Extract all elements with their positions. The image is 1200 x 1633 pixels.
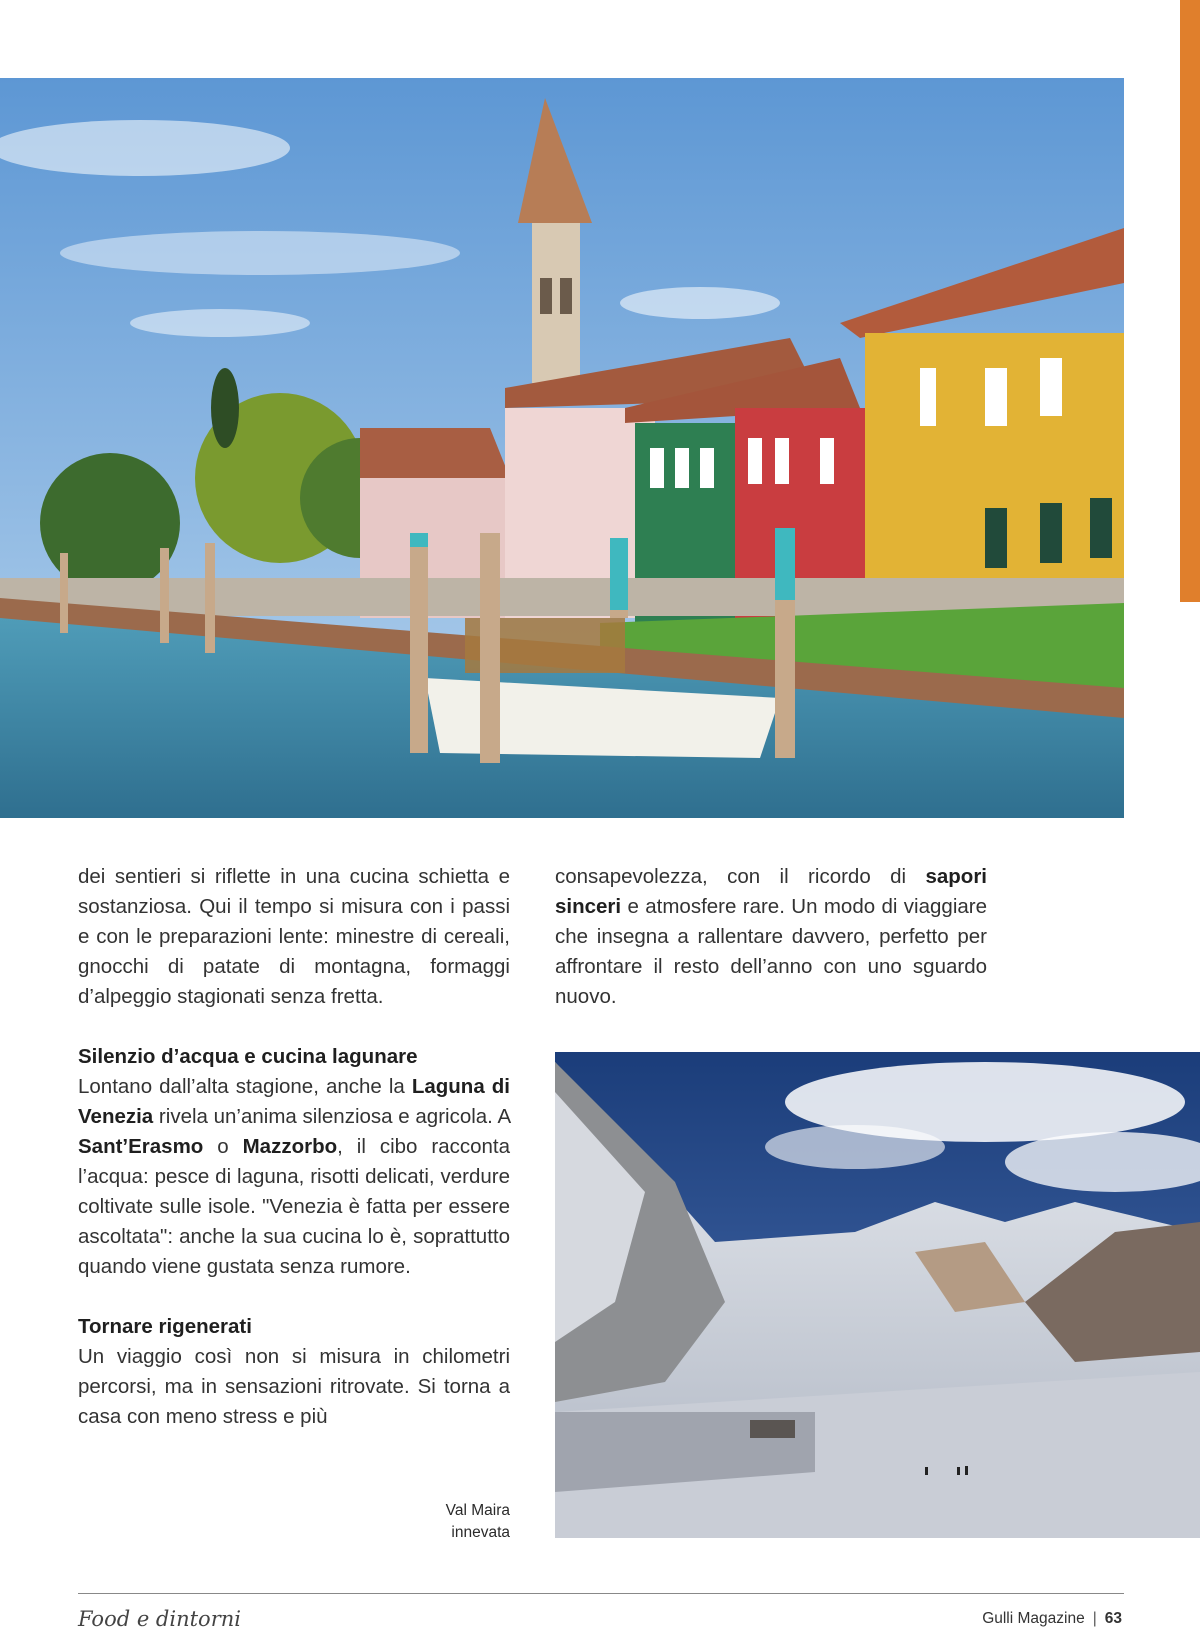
snowy-mountain-photo — [555, 1052, 1200, 1538]
caption-line-2: innevata — [451, 1524, 510, 1541]
left-column — [78, 862, 510, 1432]
accent-bar — [1180, 0, 1200, 602]
footer-separator: | — [1092, 1610, 1097, 1627]
section-paragraph-rigenerati: Un viaggio così non si misura in chilometri percorsi, ma in sensazioni ritrovate. Si torna a casa con meno stress e più — [78, 1345, 510, 1428]
photo-caption — [380, 1500, 510, 1544]
intro-paragraph: dei sentieri si riflette in una cucina schietta e sostanziosa. Qui il tempo si misura con i passi e con le preparazioni lente: minestre di cereali, gnocchi di patate di montagna, formaggi d’alpeggio stagionati senza fretta. — [78, 865, 510, 1008]
footer-page-info — [982, 1610, 1122, 1628]
footer-magazine-name: Gulli Magazine — [982, 1610, 1085, 1627]
continuation-paragraph: consapevolezza, con il ricordo di sapori sinceri e atmosfere rare. Un modo di viaggiare che insegna a rallentare davvero, perfetto per affrontare il resto dell’anno con uno sguardo nuovo. — [555, 865, 987, 1008]
caption-line-1: Val Maira — [445, 1502, 510, 1519]
footer-section-name: Food e dintorni — [78, 1607, 241, 1631]
section-heading-laguna: Silenzio d’acqua e cucina lagunare — [78, 1045, 418, 1068]
section-paragraph-laguna: Lontano dall’alta stagione, anche la Laguna di Venezia rivela un’anima silenziosa e agricola. A Sant’Erasmo o Mazzorbo, il cibo racconta l’acqua: pesce di laguna, risotti delicati, verdure coltivate sulle isole. "Venezia è fatta per essere ascoltata": anche la sua cucina lo è, soprattutto quando viene gustata senza rumore. — [78, 1075, 510, 1278]
section-heading-rigenerati: Tornare rigenerati — [78, 1315, 252, 1338]
venice-lagoon-photo — [0, 78, 1124, 818]
footer-divider — [78, 1593, 1124, 1594]
right-column — [555, 862, 987, 1012]
page-number: 63 — [1104, 1610, 1122, 1627]
